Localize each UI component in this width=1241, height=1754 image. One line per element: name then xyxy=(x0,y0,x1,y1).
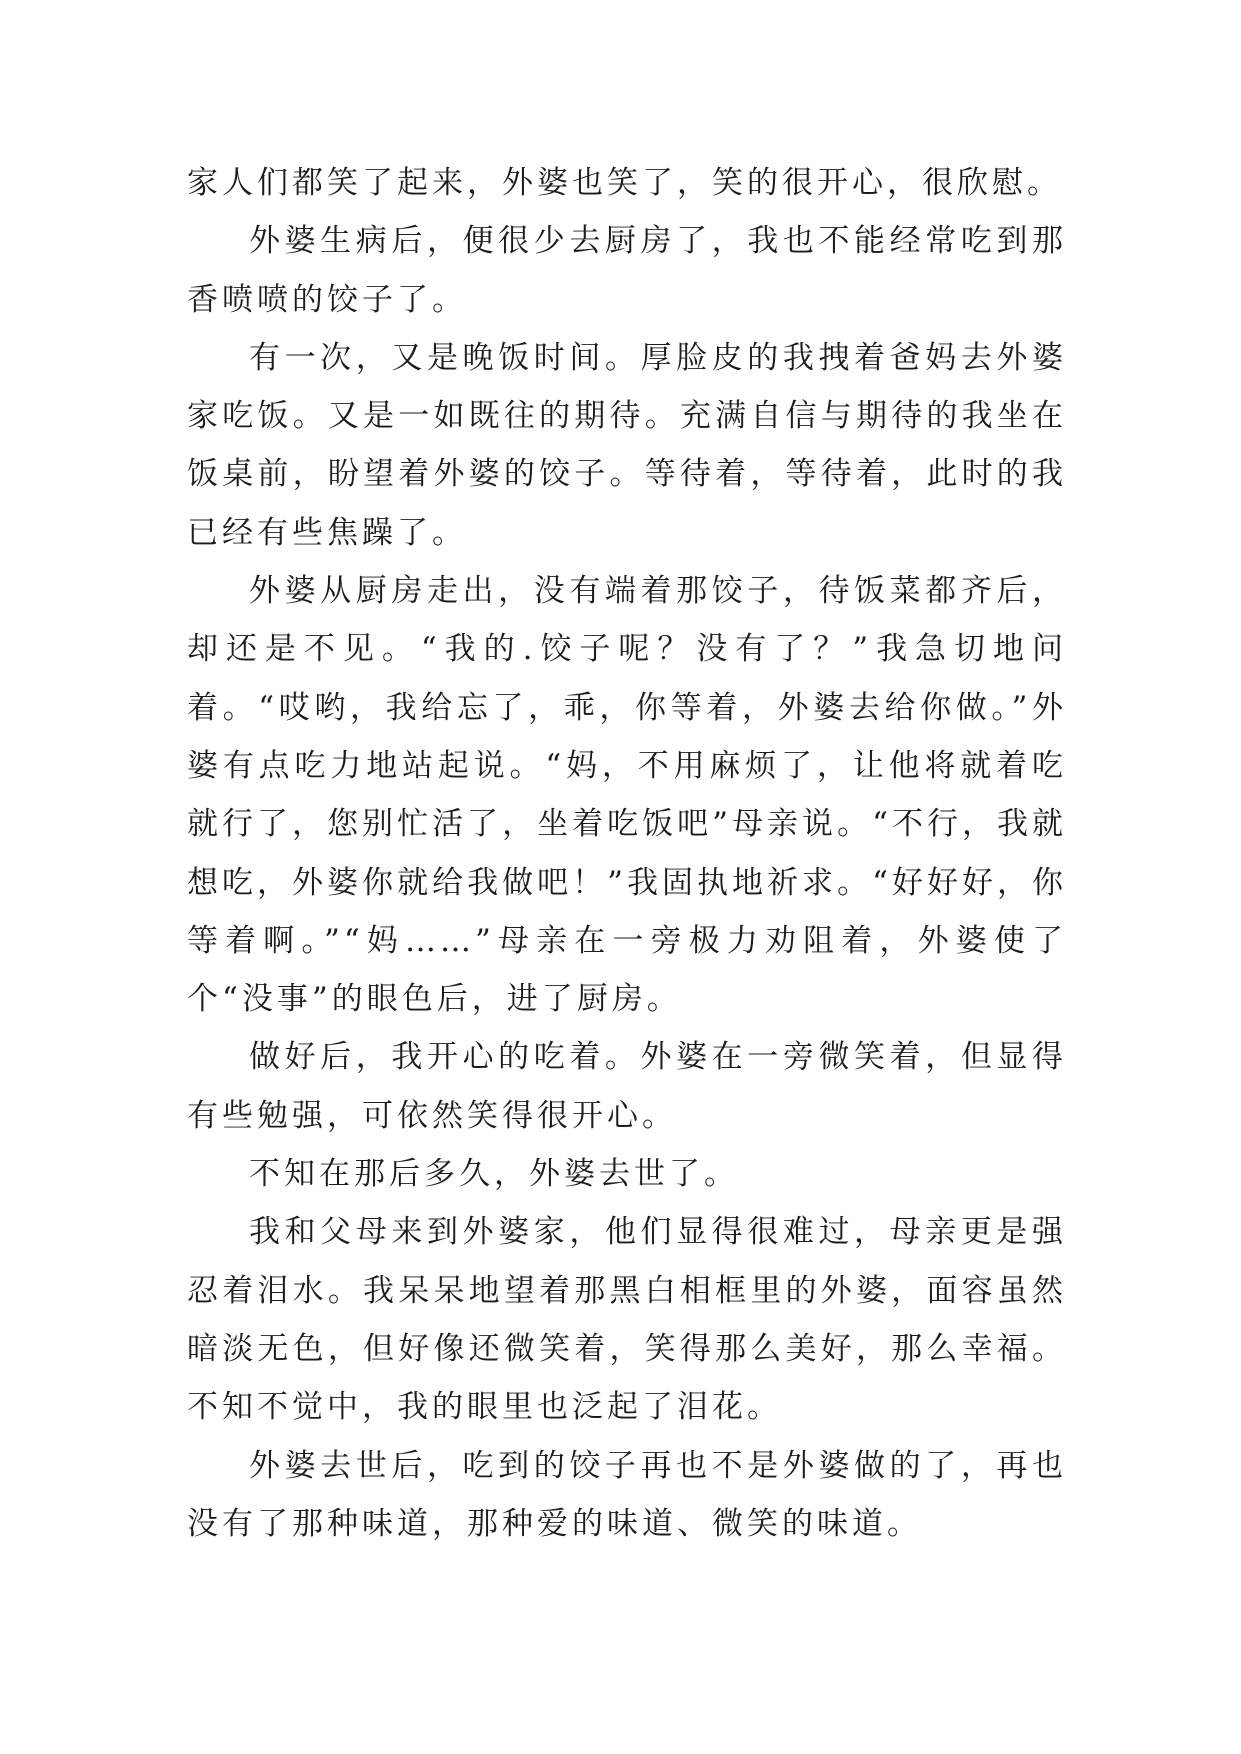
paragraph-1: 家人们都笑了起来，外婆也笑了，笑的很开心，很欣慰。 xyxy=(187,165,1062,201)
paragraph-6: 不知在那后多久，外婆去世了。 xyxy=(249,1156,739,1193)
paragraph-3: 有一次，又是晚饭时间。厚脸皮的我拽着爸妈去外婆家吃饭。又是一如既往的期待。充满自信与期待的我坐在饭桌前，盼望着外婆的饺子。等待着，等待着，此时的我已经有些焦躁了。 xyxy=(187,339,1067,551)
paragraph-2: 外婆生病后，便很少去厨房了，我也不能经常吃到那香喷喷的饺子了。 xyxy=(187,223,1067,318)
paragraph-8: 外婆去世后，吃到的饺子再也不是外婆做的了，再也没有了那种味道，那种爱的味道、微笑的味道。 xyxy=(187,1447,1067,1542)
document-body xyxy=(187,154,1067,1553)
paragraph-4: 外婆从厨房走出，没有端着那饺子，待饭菜都齐后，却还是不见。“我的.饺子呢？没有了？”我急切地问着。“哎哟，我给忘了，乖，你等着，外婆去给你做。”外婆有点吃力地站起说。“妈，不用麻烦了，让他将就着吃就行了，您别忙活了，坐着吃饭吧”母亲说。“不行，我就想吃，外婆你就给我做吧！”我固执地祈求。“好好好，你等着啊。”“妈……”母亲在一旁极力劝阻着，外婆使了个“没事”的眼色后，进了厨房。 xyxy=(187,573,1067,1018)
paragraph-5: 做好后，我开心的吃着。外婆在一旁微笑着，但显得有些勉强，可依然笑得很开心。 xyxy=(187,1039,1067,1134)
paragraph-7: 我和父母来到外婆家，他们显得很难过，母亲更是强忍着泪水。我呆呆地望着那黑白相框里的外婆，面容虽然暗淡无色，但好像还微笑着，笑得那么美好，那么幸福。不知不觉中，我的眼里也泛起了泪花。 xyxy=(187,1214,1067,1426)
